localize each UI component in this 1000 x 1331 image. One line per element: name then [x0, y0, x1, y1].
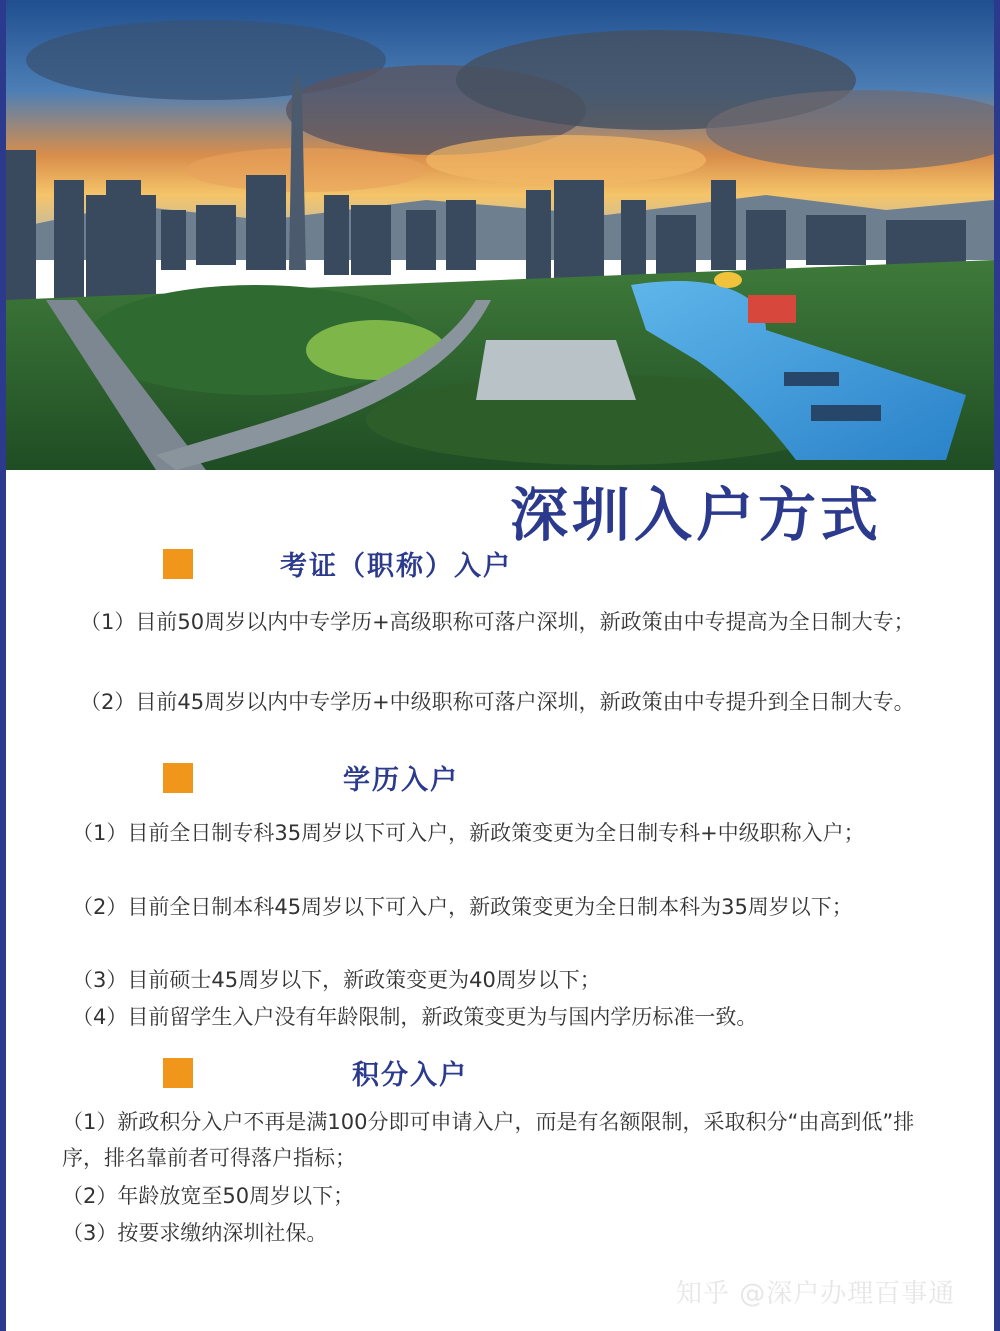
section-1-item-1: （1）目前50周岁以内中专学历+高级职称可落户深圳，新政策由中专提高为全日制大专； — [80, 610, 915, 634]
section-1-heading: 考证（职称）入户 — [280, 551, 512, 582]
section-3-item-3: （3）按要求缴纳深圳社保。 — [62, 1221, 328, 1245]
watermark: 知乎 @深户办理百事通 — [676, 1279, 956, 1309]
section-3-marker — [163, 1058, 193, 1088]
section-1-marker — [163, 549, 193, 579]
section-2-item-2: （2）目前全日制本科45周岁以下可入户，新政策变更为全日制本科为35周岁以下； — [72, 895, 853, 919]
page-title: 深圳入户方式 — [510, 481, 883, 549]
right-border — [994, 0, 1000, 1331]
section-2-marker — [163, 763, 193, 793]
section-2-item-3: （3）目前硕士45周岁以下，新政策变更为40周岁以下； — [72, 968, 601, 992]
section-3-item-1: （1）新政积分入户不再是满100分即可申请入户，而是有名额限制，采取积分“由高到低”排序，排名靠前者可得落户指标； — [62, 1110, 915, 1170]
city-skyline-photo — [6, 0, 994, 470]
section-1-item-2: （2）目前45周岁以内中专学历+中级职称可落户深圳，新政策由中专提升到全日制大专。 — [80, 690, 915, 714]
section-2-heading: 学历入户 — [343, 765, 459, 796]
section-3-item-2: （2）年龄放宽至50周岁以下； — [62, 1184, 355, 1208]
section-2-item-1: （1）目前全日制专科35周岁以下可入户，新政策变更为全日制专科+中级职称入户； — [72, 821, 865, 845]
section-2-item-4: （4）目前留学生入户没有年龄限制，新政策变更为与国内学历标准一致。 — [72, 1005, 758, 1029]
section-3-heading: 积分入户 — [352, 1060, 468, 1091]
